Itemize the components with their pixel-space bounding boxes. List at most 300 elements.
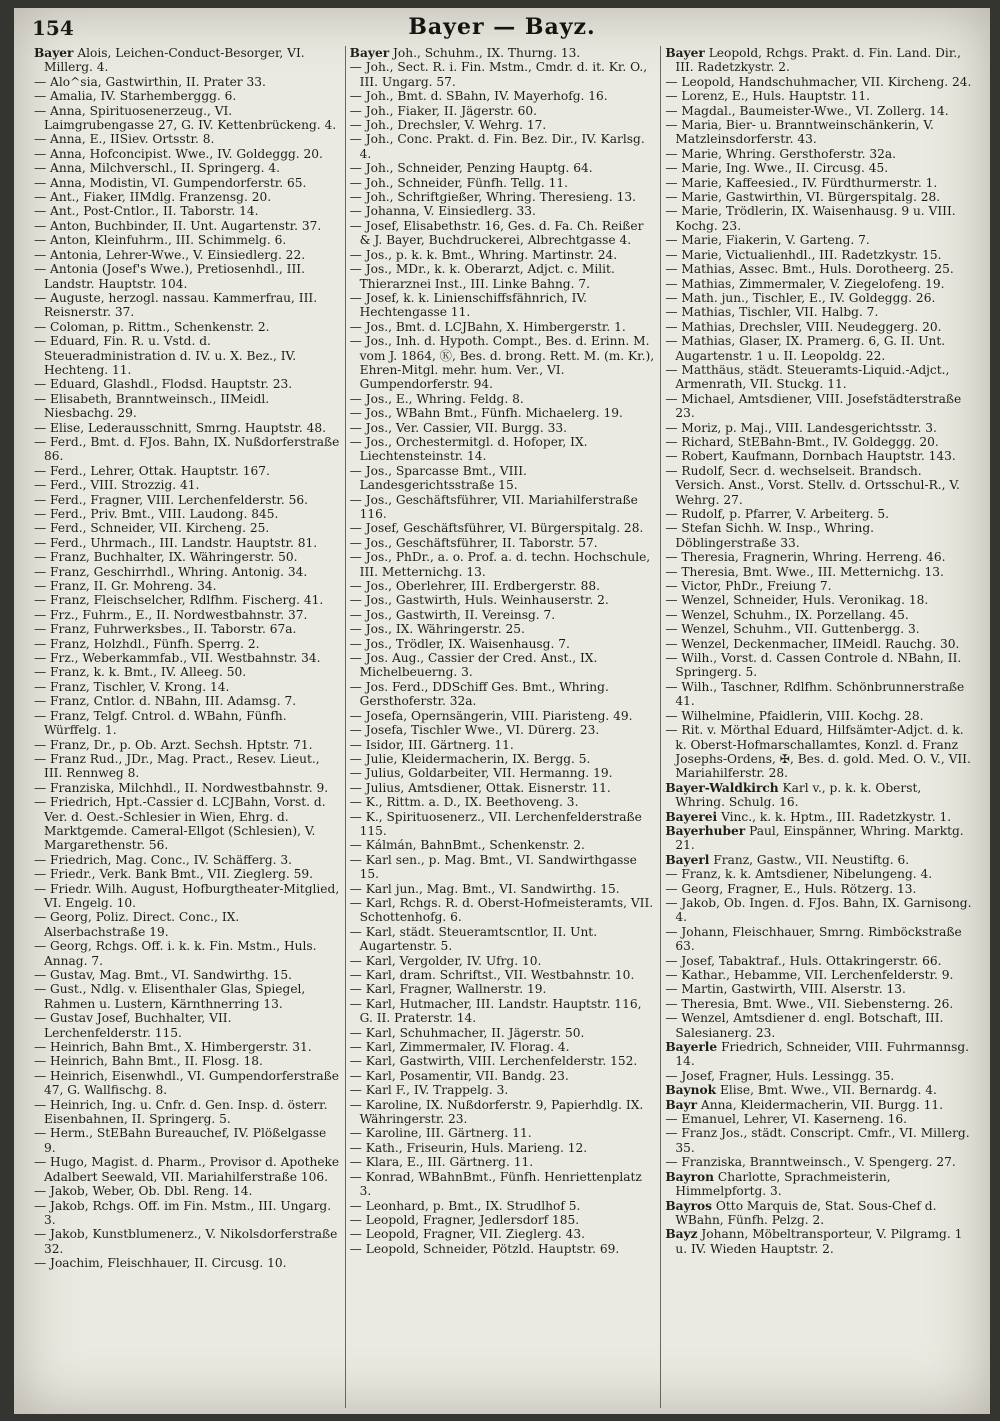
- entry-text: — Franz, Geschirrhdl., Whring. Antonig. 34.: [34, 564, 308, 579]
- entry-text: — Ferd., VIII. Strozzig. 41.: [34, 478, 200, 493]
- directory-entry: [350, 320, 657, 334]
- entry-text: — Karl, Schuhmacher, II. Jägerstr. 50.: [349, 1025, 585, 1040]
- entry-text: Alois, Leichen-Conduct-Besorger, VI. Millerg. 4.: [44, 46, 305, 75]
- directory-entry: [350, 896, 657, 925]
- directory-entry: [350, 608, 657, 622]
- entry-text: — Leopold, Handschuhmacher, VII. Kircheng. 24.: [665, 74, 972, 89]
- entry-text: — Jakob, Rchgs. Off. im Fin. Mstm., III. Ungarg. 3.: [34, 1198, 332, 1227]
- directory-entry: [665, 190, 972, 204]
- directory-entry: [34, 507, 341, 521]
- entry-text: — Karl, Gastwirth, VIII. Lerchenfelderstr. 152.: [349, 1054, 638, 1069]
- directory-entry: [665, 521, 972, 550]
- entry-text: — Friedrich, Mag. Conc., IV. Schäfferg. 3.: [34, 852, 293, 867]
- directory-entry: [350, 954, 657, 968]
- entry-text: — Anna, Spirituosenerzeug., VI. Laimgrubengasse 27, G. IV. Kettenbrückeng. 4.: [34, 103, 337, 133]
- directory-entry: [34, 161, 341, 175]
- entry-text: — Franz, k. k. Bmt., IV. Alleeg. 50.: [34, 665, 247, 680]
- entry-text: — Josefa, Tischler Wwe., VI. Dürerg. 23.: [349, 723, 600, 738]
- directory-entry: [665, 1011, 972, 1040]
- entry-text: Franz, Gastw., VII. Neustiftg. 6.: [713, 852, 910, 867]
- entry-text: — Gustav, Mag. Bmt., VI. Sandwirthg. 15.: [34, 968, 293, 982]
- entry-text: — Moriz, p. Maj., VIII. Landesgerichtsstr. 3.: [665, 420, 937, 435]
- directory-entry: [350, 46, 657, 60]
- directory-entry: [350, 853, 657, 882]
- entry-text: — Heinrich, Eisenwhdl., VI. Gumpendorferstraße 47, G. Wallfischg. 8.: [34, 1068, 339, 1098]
- entry-text: — K., Rittm. a. D., IX. Beethoveng. 3.: [349, 795, 579, 810]
- directory-entry: [34, 622, 341, 636]
- directory-entry: [34, 882, 341, 911]
- directory-entry: [34, 565, 341, 579]
- columns: [30, 46, 976, 1408]
- entry-text: — Rudolf, Secr. d. wechselseit. Brandsch. Versich. Anst., Vorst. Stellv. d. Ortsschul-R., V. Wehrg. 27.: [665, 463, 960, 507]
- directory-entry: [350, 190, 657, 204]
- entry-text: — Joachim, Fleischhauer, II. Circusg. 10.: [34, 1256, 287, 1271]
- entry-text: — Jos., Trödler, IX. Waisenhausg. 7.: [349, 636, 570, 651]
- entry-text: — Kathar., Hebamme, VII. Lerchenfelderstr. 9.: [665, 968, 954, 982]
- entry-text: — Heinrich, Bahn Bmt., X. Himbergerstr. 31.: [34, 1040, 312, 1055]
- entry-text: — Joh., Schneider, Penzing Hauptg. 64.: [349, 161, 593, 176]
- entry-text: — Julius, Amtsdiener, Ottak. Eisnerstr. 11.: [349, 780, 611, 795]
- directory-entry: [350, 738, 657, 752]
- directory-entry: [665, 118, 972, 147]
- entry-text: — Ferd., Bmt. d. FJos. Bahn, IX. Nußdorferstraße 86.: [34, 434, 340, 464]
- entry-text: — Ant., Fiaker, IIMdlg. Franzensg. 20.: [34, 190, 272, 205]
- entry-text: — Amalia, IV. Starhemberggg. 6.: [34, 89, 237, 104]
- entry-text: — Theresia, Bmt. Wwe., VII. Siebensterng. 26.: [665, 996, 954, 1011]
- entry-text: — Stefan Sichh. W. Insp., Whring. Döblingerstraße 33.: [665, 521, 874, 550]
- entry-text: — Jakob, Weber, Ob. Dbl. Reng. 14.: [34, 1184, 253, 1199]
- directory-entry: [665, 882, 972, 896]
- entry-text: — Emanuel, Lehrer, VI. Kaserneng. 16.: [665, 1112, 907, 1127]
- directory-entry: [350, 795, 657, 809]
- directory-entry: [665, 1227, 972, 1256]
- entry-text: — Karl, Rchgs. R. d. Oberst-Hofmeisteramts, VII. Schottenhofg. 6.: [349, 895, 654, 925]
- entry-text: Anna, Kleidermacherin, VII. Burgg. 11.: [700, 1097, 943, 1112]
- directory-entry: [350, 1213, 657, 1227]
- entry-text: — Kálmán, BahnBmt., Schenkenstr. 2.: [349, 838, 585, 853]
- entry-text: — Jos., Geschäftsführer, VII. Mariahilferstraße 116.: [349, 492, 638, 521]
- directory-entry: [34, 795, 341, 853]
- entry-text: — Frz., Fuhrm., E., II. Nordwestbahnstr. 37.: [34, 607, 308, 622]
- directory-entry: [665, 867, 972, 881]
- directory-entry: [665, 161, 972, 175]
- directory-entry: [350, 550, 657, 579]
- directory-entry: [350, 637, 657, 651]
- directory-entry: [350, 204, 657, 218]
- directory-entry: [665, 622, 972, 636]
- directory-entry: [34, 147, 341, 161]
- directory-entry: [665, 147, 972, 161]
- directory-entry: [34, 104, 341, 133]
- running-head: Bayer — Bayz.: [408, 14, 596, 40]
- entry-text: — Jos., Orchestermitgl. d. Hofoper, IX. Liechtensteinstr. 14.: [349, 434, 588, 464]
- directory-entry: [665, 1170, 972, 1199]
- entry-text: — Anton, Buchbinder, II. Unt. Augartenstr. 37.: [34, 218, 322, 233]
- directory-entry: [34, 248, 341, 262]
- directory-entry: [350, 493, 657, 522]
- directory-entry: [34, 867, 341, 881]
- entry-text: — Mathias, Drechsler, VIII. Neudeggerg. 20.: [665, 319, 942, 334]
- directory-entry: [350, 334, 657, 392]
- directory-entry: [665, 853, 972, 867]
- directory-entry: [665, 449, 972, 463]
- entry-surname: Bayerhuber: [665, 823, 746, 838]
- entry-text: — Franz, Fuhrwerksbes., II. Taborstr. 67a.: [34, 622, 297, 637]
- entry-text: — Leonhard, p. Bmt., IX. Strudlhof 5.: [349, 1198, 581, 1213]
- entry-text: — Franz, k. k. Amtsdiener, Nibelungeng. 4.: [665, 867, 933, 882]
- column-3: [660, 46, 976, 1408]
- entry-text: — Gust., Ndlg. v. Elisenthaler Glas, Spiegel, Rahmen u. Lustern, Kärnthnerring 13.: [34, 982, 306, 1011]
- entry-text: — Auguste, herzogl. nassau. Kammerfrau, III. Reisnerstr. 37.: [34, 290, 318, 320]
- directory-entry: [350, 392, 657, 406]
- entry-text: — Magdal., Baumeister-Wwe., VI. Zollerg. 14.: [665, 103, 949, 118]
- entry-text: — Joh., Schneider, Fünfh. Tellg. 11.: [349, 175, 569, 190]
- directory-entry: [34, 291, 341, 320]
- entry-text: — Alo^sia, Gastwirthin, II. Prater 33.: [34, 74, 266, 89]
- directory-entry: [34, 781, 341, 795]
- entry-text: — Marie, Trödlerin, IX. Waisenhausg. 9 u. VIII. Kochg. 23.: [665, 204, 956, 233]
- directory-entry: [665, 680, 972, 709]
- directory-entry: [350, 248, 657, 262]
- entry-text: — Leopold, Fragner, Jedlersdorf 185.: [349, 1212, 580, 1227]
- directory-entry: [350, 291, 657, 320]
- entry-surname: Bayer: [34, 46, 74, 60]
- directory-entry: [350, 1054, 657, 1068]
- entry-surname: Bayer: [349, 46, 390, 60]
- entry-text: Elise, Bmt. Wwe., VII. Bernardg. 4.: [719, 1083, 937, 1098]
- entry-text: — Franz, Dr., p. Ob. Arzt. Sechsh. Hptstr. 71.: [34, 737, 313, 752]
- entry-text: — Antonia (Josef's Wwe.), Pretiosenhdl., III. Landstr. Hauptstr. 104.: [34, 262, 305, 291]
- entry-text: — Theresia, Fragnerin, Whring. Herreng. 46.: [665, 550, 946, 565]
- entry-surname: Bayerl: [665, 852, 710, 867]
- entry-text: — Richard, StEBahn-Bmt., IV. Goldeggg. 20.: [665, 434, 939, 449]
- directory-entry: [350, 521, 657, 535]
- directory-entry: [34, 637, 341, 651]
- directory-entry: [350, 118, 657, 132]
- directory-entry: [350, 219, 657, 248]
- entry-text: — Ant., Post-Cntlor., II. Taborstr. 14.: [34, 204, 259, 219]
- entry-surname: Bayz: [665, 1227, 698, 1242]
- directory-entry: [665, 954, 972, 968]
- directory-entry: [350, 262, 657, 291]
- entry-text: — Jakob, Ob. Ingen. d. FJos. Bahn, IX. Garnisong. 4.: [665, 895, 972, 925]
- entry-text: — Frz., Weberkammfab., VII. Westbahnstr. 34.: [34, 651, 321, 666]
- entry-text: — Jos., PhDr., a. o. Prof. a. d. techn. Hochschule, III. Metternichg. 13.: [349, 550, 651, 579]
- entry-text: — Georg, Rchgs. Off. i. k. k. Fin. Mstm., Huls. Annag. 7.: [34, 939, 317, 968]
- entry-text: — Eduard, Glashdl., Flodsd. Hauptstr. 23.: [34, 377, 293, 392]
- entry-surname: Bayer: [665, 46, 705, 60]
- entry-text: — Wenzel, Amtsdiener d. engl. Botschaft, III. Salesianerg. 23.: [665, 1011, 944, 1040]
- directory-entry: [350, 60, 657, 89]
- directory-entry: [350, 781, 657, 795]
- entry-text: — Mathias, Glaser, IX. Pramerg. 6, G. II. Unt. Augartenstr. 1 u. II. Leopoldg. 22.: [665, 334, 946, 363]
- entry-text: — Jos., Bmt. d. LCJBahn, X. Himbergerstr. 1.: [349, 319, 626, 334]
- directory-entry: [350, 593, 657, 607]
- directory-entry: [350, 1040, 657, 1054]
- entry-text: — Wenzel, Schuhm., IX. Porzellang. 45.: [665, 607, 909, 622]
- entry-text: — Antonia, Lehrer-Wwe., V. Einsiedlerg. 22.: [34, 247, 306, 262]
- entry-text: — Anna, E., IISiev. Ortsstr. 8.: [34, 132, 215, 147]
- entry-text: — Jos. Ferd., DDSchiff Ges. Bmt., Whring. Gersthoferstr. 32a.: [349, 679, 609, 709]
- entry-text: — Wenzel, Schuhm., VII. Guttenbergg. 3.: [665, 622, 920, 637]
- entry-text: — Isidor, III. Gärtnerg. 11.: [349, 737, 514, 752]
- directory-entry: [34, 1126, 341, 1155]
- directory-entry: [34, 1040, 341, 1054]
- entry-text: — Wilh., Taschner, Rdlfhm. Schönbrunnerstraße 41.: [665, 679, 965, 709]
- entry-text: — Marie, Kaffeesied., IV. Fürdthurmerstr. 1.: [665, 175, 938, 190]
- entry-text: — Karl, dram. Schriftst., VII. Westbahnstr. 10.: [349, 968, 635, 982]
- directory-entry: [665, 75, 972, 89]
- directory-entry: [665, 651, 972, 680]
- directory-entry: [350, 464, 657, 493]
- directory-entry: [350, 997, 657, 1026]
- directory-entry: [350, 709, 657, 723]
- directory-entry: [350, 1083, 657, 1097]
- entry-text: — Jos., Gastwirth, Huls. Weinhauserstr. 2.: [349, 593, 609, 608]
- entry-text: — Wilhelmine, Pfaidlerin, VIII. Kochg. 28.: [665, 708, 924, 723]
- directory-entry: [665, 608, 972, 622]
- entry-text: — Joh., Fiaker, II. Jägerstr. 60.: [349, 103, 538, 118]
- entry-text: — Jos., Gastwirth, II. Vereinsg. 7.: [349, 607, 556, 622]
- directory-entry: [350, 882, 657, 896]
- directory-entry: [34, 478, 341, 492]
- directory-entry: [665, 262, 972, 276]
- directory-entry: [34, 680, 341, 694]
- directory-entry: [34, 579, 341, 593]
- entry-text: — Wenzel, Schneider, Huls. Veronikag. 18.: [665, 593, 929, 608]
- entry-text: — Anton, Kleinfuhrm., III. Schimmelg. 6.: [34, 233, 287, 248]
- entry-text: — Maria, Bier- u. Branntweinschänkerin, V. Matzleinsdorferstr. 43.: [665, 118, 934, 147]
- directory-entry: [34, 176, 341, 190]
- directory-entry: [665, 46, 972, 75]
- directory-entry: [350, 161, 657, 175]
- directory-entry: [350, 982, 657, 996]
- directory-entry: [34, 1054, 341, 1068]
- entry-surname: Baynok: [665, 1083, 717, 1098]
- directory-entry: [350, 579, 657, 593]
- entry-surname: Bayerle: [665, 1040, 718, 1055]
- column-1: [30, 46, 345, 1408]
- directory-entry: [665, 997, 972, 1011]
- entry-text: — Franz, Tischler, V. Krong. 14.: [34, 679, 230, 694]
- entry-text: — Franz, Buchhalter, IX. Währingerstr. 50.: [34, 550, 298, 565]
- entry-text: — Elisabeth, Branntweinsch., IIMeidl. Niesbachg. 29.: [34, 391, 270, 421]
- directory-entry: [665, 781, 972, 810]
- directory-entry: [350, 766, 657, 780]
- entry-text: — Karl, Zimmermaler, IV. Florag. 4.: [349, 1040, 570, 1055]
- entry-text: — Friedr. Wilh. August, Hofburgtheater-Mitglied, VI. Engelg. 10.: [34, 881, 340, 910]
- directory-entry: [34, 392, 341, 421]
- directory-entry: [350, 536, 657, 550]
- directory-entry: [350, 838, 657, 852]
- entry-text: — Franz, Telgf. Cntrol. d. WBahn, Fünfh. Würffelg. 1.: [34, 708, 287, 738]
- directory-entry: [350, 1098, 657, 1127]
- directory-entry: [34, 132, 341, 146]
- directory-entry: [34, 190, 341, 204]
- entry-text: — Karoline, III. Gärtnerg. 11.: [349, 1126, 532, 1141]
- directory-entry: [665, 233, 972, 247]
- entry-text: — Josef, k. k. Linienschiffsfähnrich, IV. Hechtengasse 11.: [349, 290, 588, 320]
- directory-entry: [665, 176, 972, 190]
- entry-text: — Lorenz, E., Huls. Hauptstr. 11.: [665, 89, 871, 104]
- entry-text: — Joh., Schriftgießer, Whring. Theresieng. 13.: [349, 190, 636, 205]
- entry-text: — Heinrich, Bahn Bmt., II. Flosg. 18.: [34, 1054, 263, 1069]
- directory-entry: [665, 392, 972, 421]
- directory-entry: [665, 334, 972, 363]
- entry-text: — Julius, Goldarbeiter, VII. Hermanng. 19.: [349, 766, 613, 781]
- entry-text: — Friedr., Verk. Bank Bmt., VII. Zieglerg. 59.: [34, 867, 314, 882]
- entry-text: — Jos., Geschäftsführer, II. Taborstr. 57.: [349, 535, 598, 550]
- entry-text: — Jos., WBahn Bmt., Fünfh. Michaelerg. 19.: [349, 406, 623, 421]
- entry-text: Vinc., k. k. Hptm., III. Radetzkystr. 1.: [721, 809, 952, 824]
- entry-text: — Georg, Poliz. Direct. Conc., IX. Alserbachstraße 19.: [34, 910, 240, 939]
- entry-text: — Franziska, Milchhdl., II. Nordwestbahnstr. 9.: [34, 780, 329, 795]
- directory-entry: [665, 1069, 972, 1083]
- entry-text: — Marie, Gastwirthin, VI. Bürgerspitalg. 28.: [665, 190, 941, 205]
- entry-text: — Julie, Kleidermacherin, IX. Bergg. 5.: [349, 751, 591, 766]
- entry-surname: Bayros: [665, 1198, 713, 1213]
- entry-text: — Josef, Fragner, Huls. Lessingg. 35.: [665, 1068, 895, 1083]
- directory-entry: [34, 1199, 341, 1228]
- directory-entry: [350, 1199, 657, 1213]
- directory-entry: [34, 593, 341, 607]
- entry-text: — Coloman, p. Rittm., Schenkenstr. 2.: [34, 319, 270, 334]
- directory-entry: [350, 1170, 657, 1199]
- directory-entry: [34, 752, 341, 781]
- entry-text: — Jos., MDr., k. k. Oberarzt, Adjct. c. Milit. Thierarznei Inst., III. Linke Bahng. 7.: [349, 262, 615, 291]
- directory-entry: [34, 738, 341, 752]
- entry-text: — Anna, Milchverschl., II. Springerg. 4.: [34, 161, 281, 176]
- directory-entry: [34, 334, 341, 377]
- entry-text: — Joh., Conc. Prakt. d. Fin. Bez. Dir., IV. Karlsg. 4.: [349, 132, 645, 161]
- entry-text: — Leopold, Schneider, Pötzld. Hauptstr. 69.: [349, 1241, 620, 1256]
- directory-page: [14, 8, 990, 1414]
- directory-entry: [350, 925, 657, 954]
- directory-entry: [350, 622, 657, 636]
- directory-entry: [34, 1069, 341, 1098]
- entry-text: — Joh., Drechsler, V. Wehrg. 17.: [349, 118, 547, 133]
- entry-text: — Marie, Ing. Wwe., II. Circusg. 45.: [665, 161, 889, 176]
- directory-entry: [665, 104, 972, 118]
- entry-text: — Jos., p. k. k. Bmt., Whring. Martinstr. 24.: [349, 247, 618, 262]
- entry-text: — Anna, Modistin, VI. Gumpendorferstr. 65.: [34, 175, 307, 190]
- entry-text: — Rudolf, p. Pfarrer, V. Arbeiterg. 5.: [665, 507, 889, 521]
- directory-entry: [34, 493, 341, 507]
- directory-entry: [665, 1083, 972, 1097]
- directory-entry: [34, 46, 341, 75]
- directory-entry: [665, 565, 972, 579]
- directory-entry: [34, 968, 341, 982]
- directory-entry: [34, 982, 341, 1011]
- directory-entry: [34, 1227, 341, 1256]
- entry-text: — Hugo, Magist. d. Pharm., Provisor d. Apotheke Adalbert Seewald, VII. Mariahilferstraße 106.: [34, 1155, 340, 1184]
- directory-entry: [350, 1069, 657, 1083]
- entry-text: — Karl, Fragner, Wallnerstr. 19.: [349, 982, 547, 997]
- directory-entry: [350, 752, 657, 766]
- directory-entry: [665, 421, 972, 435]
- directory-entry: [34, 233, 341, 247]
- entry-text: — Karl, Vergolder, IV. Ufrg. 10.: [349, 953, 542, 968]
- entry-text: — K., Spirituosenerz., VII. Lerchenfelderstraße 115.: [349, 809, 642, 838]
- directory-entry: [350, 1227, 657, 1241]
- directory-entry: [34, 464, 341, 478]
- directory-entry: [665, 925, 972, 954]
- directory-entry: [350, 421, 657, 435]
- entry-text: Otto Marquis de, Stat. Sous-Chef d. WBahn, Fünfh. Pelzg. 2.: [675, 1198, 937, 1227]
- directory-entry: [34, 853, 341, 867]
- entry-text: — Karl, Posamentir, VII. Bandg. 23.: [349, 1068, 569, 1083]
- entry-text: — Anna, Hofconcipist. Wwe., IV. Goldeggg. 20.: [34, 146, 323, 161]
- directory-entry: [34, 939, 341, 968]
- entry-text: Charlotte, Sprachmeisterin, Himmelpfortg. 3.: [675, 1169, 891, 1199]
- entry-text: — Marie, Victualienhdl., III. Radetzkystr. 15.: [665, 247, 942, 262]
- directory-entry: [665, 277, 972, 291]
- entry-text: — Franz, II. Gr. Mohreng. 34.: [34, 579, 217, 594]
- entry-text: — Kath., Friseurin, Huls. Marieng. 12.: [349, 1140, 588, 1155]
- entry-text: — Jos., E., Whring. Feldg. 8.: [349, 391, 524, 406]
- entry-text: — Jos., Inh. d. Hypoth. Compt., Bes. d. Erinn. M. vom J. 1864, Ⓚ, Bes. d. brong. Rett. M. (m. Kr.), Ehren-Mitgl. mehr. hum. Ver., VI. Gumpendorferstr. 94.: [349, 334, 655, 392]
- entry-text: — Heinrich, Ing. u. Cnfr. d. Gen. Insp. d. österr. Eisenbahnen, II. Springerg. 5.: [34, 1097, 328, 1127]
- entry-text: — Joh., Bmt. d. SBahn, IV. Mayerhofg. 16.: [349, 89, 608, 104]
- entry-text: — Jakob, Kunstblumenerz., V. Nikolsdorferstraße 32.: [34, 1227, 338, 1256]
- directory-entry: [34, 1011, 341, 1040]
- directory-entry: [34, 89, 341, 103]
- directory-entry: [665, 723, 972, 781]
- directory-entry: [34, 75, 341, 89]
- entry-text: — Friedrich, Hpt.-Cassier d. LCJBahn, Vorst. d. Ver. d. Oest.-Schlesier in Wien, Ehrg. d. Marktgemde. Cameral-Ellgot (Schlesien), V. Margarethenstr. 56.: [34, 795, 326, 853]
- directory-entry: [350, 1242, 657, 1256]
- entry-surname: Bayron: [665, 1169, 715, 1184]
- directory-entry: [350, 1141, 657, 1155]
- entry-text: Paul, Einspänner, Whring. Marktg. 21.: [675, 823, 964, 853]
- directory-entry: [34, 204, 341, 218]
- entry-text: — Marie, Whring. Gersthoferstr. 32a.: [665, 146, 897, 161]
- entry-text: — Jos., Sparcasse Bmt., VIII. Landesgerichtsstraße 15.: [349, 463, 527, 493]
- entry-surname: Bayer-Waldkirch: [665, 780, 779, 795]
- entry-text: Joh., Schuhm., IX. Thurng. 13.: [393, 46, 581, 60]
- directory-entry: [665, 1155, 972, 1169]
- directory-entry: [350, 435, 657, 464]
- entry-text: — Mathias, Zimmermaler, V. Ziegelofeng. 19.: [665, 276, 945, 291]
- entry-text: — Ferd., Priv. Bmt., VIII. Laudong. 845.: [34, 507, 279, 521]
- directory-entry: [665, 982, 972, 996]
- entry-text: — Josef, Tabaktraf., Huls. Ottakringerstr. 66.: [665, 953, 942, 968]
- entry-text: — Karl F., IV. Trappelg. 3.: [349, 1083, 509, 1098]
- entry-text: — Theresia, Bmt. Wwe., III. Metternichg. 13.: [665, 564, 944, 579]
- directory-entry: [34, 219, 341, 233]
- entry-text: — Karl jun., Mag. Bmt., VI. Sandwirthg. 15.: [349, 881, 620, 896]
- directory-entry: [34, 709, 341, 738]
- entry-text: — Wilh., Vorst. d. Cassen Controle d. NBahn, II. Springerg. 5.: [665, 651, 962, 680]
- entry-text: — Karl, Hutmacher, III. Landstr. Hauptstr. 116, G. II. Praterstr. 14.: [349, 996, 642, 1026]
- entry-text: — Jos., IX. Währingerstr. 25.: [349, 622, 525, 637]
- directory-entry: [665, 1199, 972, 1228]
- directory-entry: [665, 824, 972, 853]
- entry-text: — Franz, Cntlor. d. NBahn, III. Adamsg. 7.: [34, 694, 297, 709]
- entry-text: Karl v., p. k. k. Oberst, Whring. Schulg. 16.: [675, 780, 922, 810]
- directory-entry: [665, 550, 972, 564]
- directory-entry: [665, 1098, 972, 1112]
- entry-text: — Victor, PhDr., Freiung 7.: [665, 579, 832, 594]
- directory-entry: [34, 1098, 341, 1127]
- directory-entry: [350, 810, 657, 839]
- directory-entry: [665, 1112, 972, 1126]
- directory-entry: [350, 680, 657, 709]
- entry-text: — Herm., StEBahn Bureauchef, IV. Plößelgasse 9.: [34, 1126, 327, 1155]
- directory-entry: [665, 637, 972, 651]
- entry-text: — Eduard, Fin. R. u. Vstd. d. Steueradministration d. IV. u. X. Bez., IV. Hechteng. 11.: [34, 334, 297, 377]
- entry-text: — Mathias, Tischler, VII. Halbg. 7.: [665, 305, 879, 320]
